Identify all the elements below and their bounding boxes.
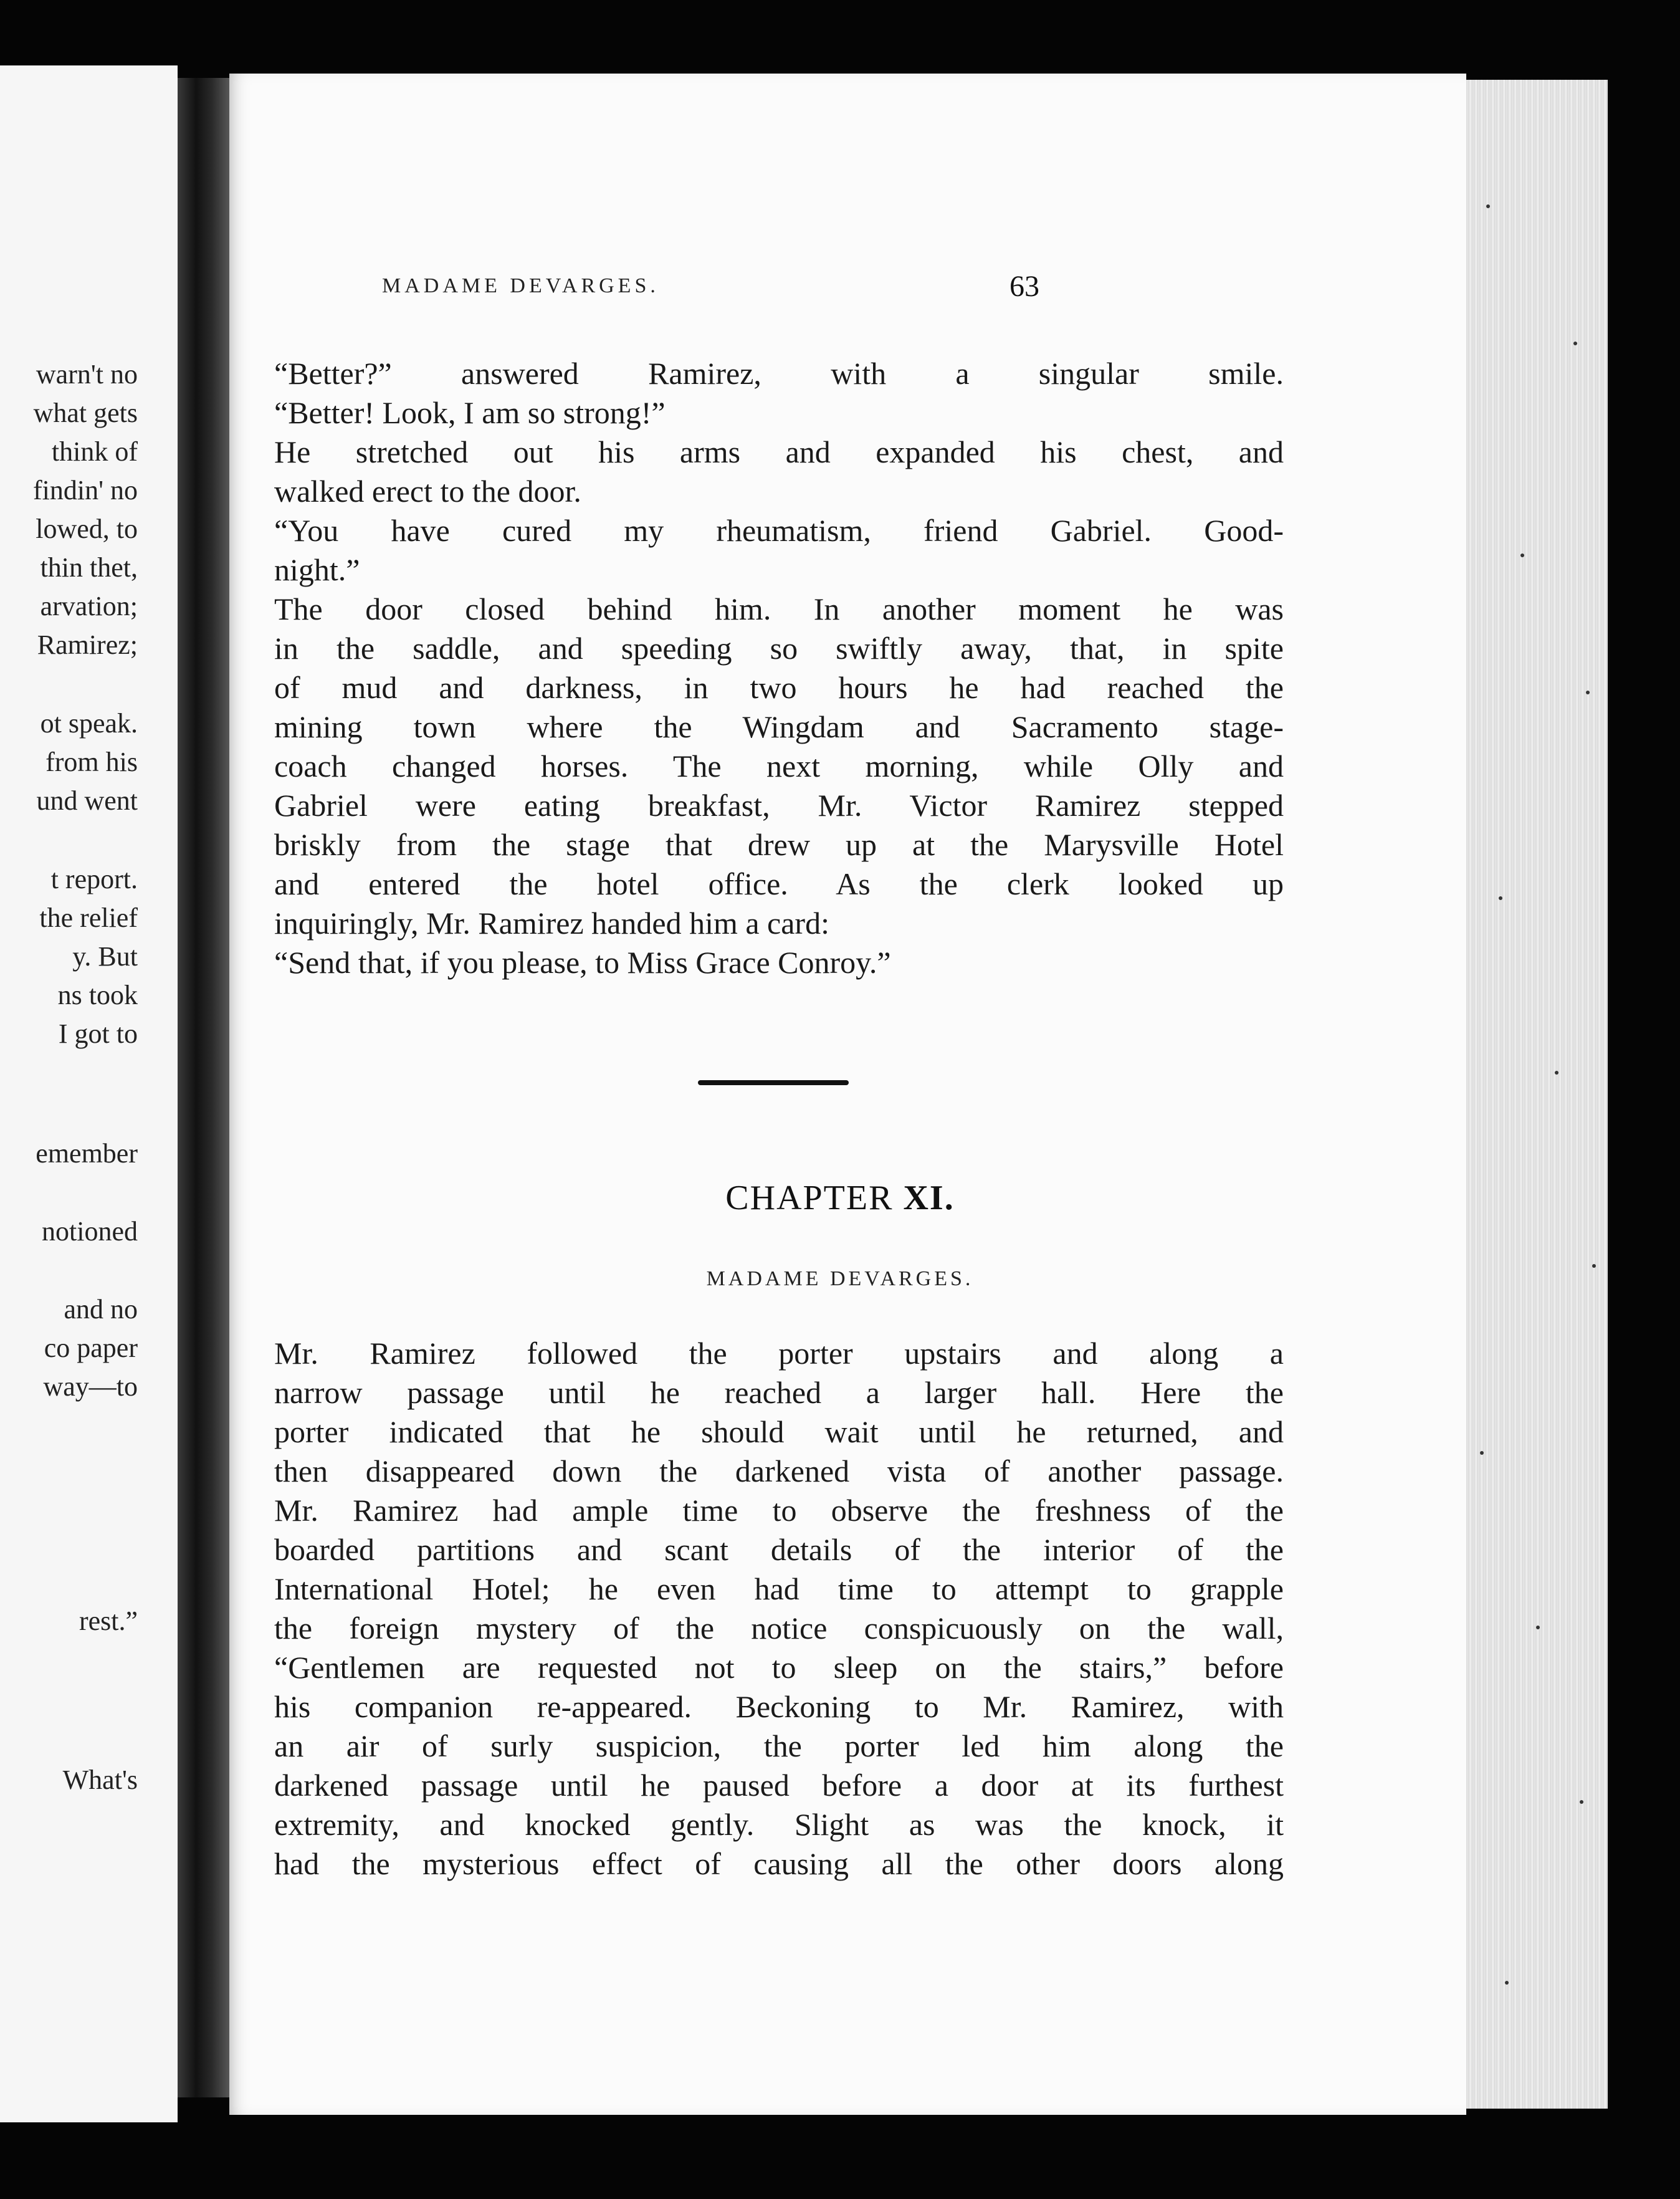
text-line: in the saddle, and speeding so swiftly away, that, in spite bbox=[274, 631, 1284, 666]
text-line: He stretched out his arms and expanded his chest, and bbox=[274, 434, 1284, 469]
text-line: had the mysterious effect of causing all the other doors along bbox=[274, 1846, 1284, 1881]
facing-line: lowed, to bbox=[36, 514, 138, 544]
text-line: inquiringly, Mr. Ramirez handed him a card: bbox=[274, 906, 829, 941]
text-line: walked erect to the door. bbox=[274, 474, 581, 509]
facing-line: What's bbox=[62, 1765, 138, 1795]
text-line: “Send that, if you please, to Miss Grace Conroy.” bbox=[274, 945, 891, 980]
chapter-number: XI. bbox=[903, 1179, 955, 1217]
page-fore-edge bbox=[1461, 80, 1608, 2109]
facing-line: emember bbox=[36, 1138, 138, 1169]
text-line: “Better?” answered Ramirez, with a singular smile. bbox=[274, 356, 1284, 391]
facing-line: think of bbox=[51, 436, 138, 467]
text-line: Gabriel were eating breakfast, Mr. Victor Ramirez stepped bbox=[274, 788, 1284, 823]
facing-line: warn't no bbox=[36, 359, 138, 390]
facing-line: from his bbox=[45, 747, 138, 777]
facing-line: findin' no bbox=[32, 475, 138, 505]
chapter-title: MADAME DEVARGES. bbox=[706, 1267, 974, 1290]
text-line: night.” bbox=[274, 552, 360, 587]
text-line: boarded partitions and scant details of the interior of the bbox=[274, 1532, 1284, 1567]
text-line: extremity, and knocked gently. Slight as was the knock, it bbox=[274, 1807, 1284, 1842]
text-line: darkened passage until he paused before a door at its furthest bbox=[274, 1768, 1284, 1803]
book-gutter bbox=[178, 78, 231, 2097]
text-line: mining town where the Wingdam and Sacramento stage- bbox=[274, 709, 1284, 744]
facing-line: t report. bbox=[50, 864, 138, 894]
text-line: an air of surly suspicion, the porter led him along the bbox=[274, 1728, 1284, 1763]
page-number: 63 bbox=[1009, 270, 1039, 303]
facing-line: ot speak. bbox=[40, 708, 138, 739]
text-line: “You have cured my rheumatism, friend Gabriel. Good- bbox=[274, 513, 1284, 548]
text-line: The door closed behind him. In another moment he was bbox=[274, 592, 1284, 626]
text-line: and entered the hotel office. As the clerk looked up bbox=[274, 866, 1284, 901]
text-line: narrow passage until he reached a larger hall. Here the bbox=[274, 1375, 1284, 1410]
text-line: briskly from the stage that drew up at the Marysville Hotel bbox=[274, 827, 1284, 862]
text-line: then disappeared down the darkened vista of another passage. bbox=[274, 1454, 1284, 1488]
text-line: the foreign mystery of the notice conspicuously on the wall, bbox=[274, 1611, 1284, 1646]
facing-line: rest.” bbox=[79, 1606, 138, 1636]
facing-line: Ramirez; bbox=[37, 630, 138, 660]
text-line: “Better! Look, I am so strong!” bbox=[274, 395, 666, 430]
facing-line: I got to bbox=[58, 1018, 138, 1049]
text-line: International Hotel; he even had time to attempt to grapple bbox=[274, 1571, 1284, 1606]
chapter-label: CHAPTER bbox=[725, 1179, 894, 1217]
facing-line: arvation; bbox=[40, 591, 138, 621]
text-line: Mr. Ramirez followed the porter upstairs and along a bbox=[274, 1336, 1284, 1371]
text-line: coach changed horses. The next morning, while Olly and bbox=[274, 749, 1284, 783]
facing-line: what gets bbox=[33, 398, 138, 428]
text-line: porter indicated that he should wait until he returned, and bbox=[274, 1414, 1284, 1449]
text-line: his companion re-appeared. Beckoning to Mr. Ramirez, with bbox=[274, 1689, 1284, 1724]
text-line: “Gentlemen are requested not to sleep on the stairs,” before bbox=[274, 1650, 1284, 1685]
facing-page bbox=[0, 65, 178, 2122]
text-line: of mud and darkness, in two hours he had reached the bbox=[274, 670, 1284, 705]
facing-line: und went bbox=[36, 785, 138, 816]
facing-line: ns took bbox=[57, 980, 138, 1010]
facing-line: and no bbox=[64, 1294, 138, 1325]
facing-line: notioned bbox=[42, 1216, 138, 1247]
facing-line: y. But bbox=[72, 941, 138, 972]
facing-line: the relief bbox=[39, 903, 138, 933]
section-divider bbox=[698, 1080, 849, 1085]
facing-line: way—to bbox=[43, 1371, 138, 1402]
running-title: MADAME DEVARGES. bbox=[382, 274, 659, 297]
chapter-heading bbox=[0, 1178, 1680, 1218]
facing-line: thin thet, bbox=[40, 552, 138, 583]
facing-line: co paper bbox=[44, 1333, 138, 1363]
text-line: Mr. Ramirez had ample time to observe the freshness of the bbox=[274, 1493, 1284, 1528]
